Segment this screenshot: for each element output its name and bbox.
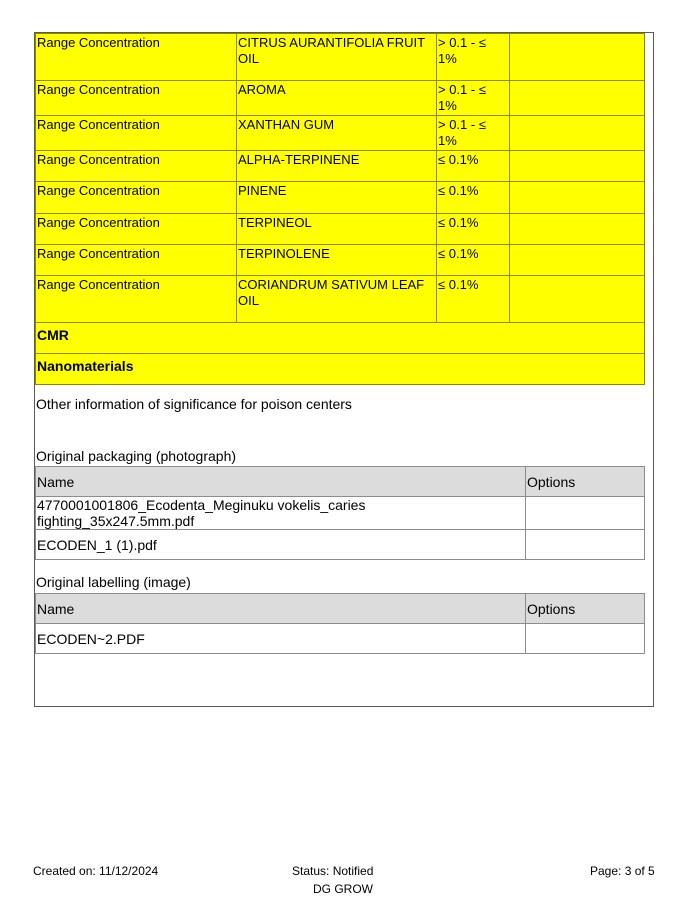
nanomaterials-section-row (36, 354, 645, 385)
ingredient-name: TERPINOLENE (237, 245, 437, 276)
ingredient-name: ALPHA-TERPINENE (237, 151, 437, 182)
ingredient-row (36, 81, 645, 116)
cmr-heading: CMR (36, 323, 645, 354)
footer-page-number: Page: 3 of 5 (590, 864, 655, 878)
ingredient-row (36, 182, 645, 214)
ingredient-row (36, 151, 645, 182)
file-name: ECODEN_1 (1).pdf (36, 530, 526, 560)
ingredient-extra (510, 276, 645, 323)
ingredient-range: ≤ 0.1% (437, 214, 510, 245)
ingredient-name: XANTHAN GUM (237, 116, 437, 151)
labelling-table (35, 593, 645, 654)
footer-status: Status: Notified (292, 864, 374, 878)
ingredient-extra (510, 81, 645, 116)
ingredient-type: Range Concentration (36, 276, 237, 323)
ingredient-row (36, 34, 645, 81)
table-row (36, 530, 645, 560)
ingredient-type: Range Concentration (36, 81, 237, 116)
nanomaterials-heading: Nanomaterials (36, 354, 645, 385)
file-name: ECODEN~2.PDF (36, 624, 526, 654)
footer-organisation: DG GROW (313, 882, 373, 896)
ingredient-extra (510, 245, 645, 276)
ingredient-type: Range Concentration (36, 116, 237, 151)
other-info-label: Other information of significance for poison centers (36, 396, 352, 412)
file-options (526, 497, 645, 530)
ingredient-row (36, 276, 645, 323)
ingredient-range: > 0.1 - ≤ 1% (437, 116, 510, 151)
labelling-section-title: Original labelling (image) (36, 574, 191, 590)
ingredient-extra (510, 214, 645, 245)
column-header-options: Options (526, 594, 645, 624)
ingredient-name: CITRUS AURANTIFOLIA FRUIT OIL (237, 34, 437, 81)
column-header-name: Name (36, 594, 526, 624)
table-row (36, 497, 645, 530)
ingredient-row (36, 116, 645, 151)
packaging-section-title: Original packaging (photograph) (36, 448, 237, 464)
packaging-table (35, 466, 645, 560)
ingredient-range: ≤ 0.1% (437, 182, 510, 214)
file-options (526, 530, 645, 560)
ingredient-extra (510, 116, 645, 151)
ingredient-range: ≤ 0.1% (437, 245, 510, 276)
ingredient-name: CORIANDRUM SATIVUM LEAF OIL (237, 276, 437, 323)
ingredient-name: PINENE (237, 182, 437, 214)
footer-created-date: Created on: 11/12/2024 (33, 864, 159, 878)
ingredient-type: Range Concentration (36, 34, 237, 81)
ingredient-row (36, 214, 645, 245)
column-header-options: Options (526, 467, 645, 497)
ingredient-name: AROMA (237, 81, 437, 116)
file-name: 4770001001806_Ecodenta_Meginuku vokelis_caries fighting_35x247.5mm.pdf (36, 497, 526, 530)
ingredient-range: ≤ 0.1% (437, 276, 510, 323)
ingredient-extra (510, 182, 645, 214)
ingredient-range: ≤ 0.1% (437, 151, 510, 182)
table-row (36, 624, 645, 654)
packaging-header-row (36, 467, 645, 497)
ingredient-extra (510, 34, 645, 81)
file-options (526, 624, 645, 654)
ingredients-table (35, 33, 645, 385)
ingredient-range: > 0.1 - ≤ 1% (437, 34, 510, 81)
column-header-name: Name (36, 467, 526, 497)
labelling-header-row (36, 594, 645, 624)
ingredient-range: > 0.1 - ≤ 1% (437, 81, 510, 116)
cmr-section-row (36, 323, 645, 354)
ingredient-type: Range Concentration (36, 151, 237, 182)
ingredient-type: Range Concentration (36, 214, 237, 245)
ingredient-extra (510, 151, 645, 182)
ingredient-name: TERPINEOL (237, 214, 437, 245)
ingredient-row (36, 245, 645, 276)
ingredient-type: Range Concentration (36, 182, 237, 214)
ingredient-type: Range Concentration (36, 245, 237, 276)
